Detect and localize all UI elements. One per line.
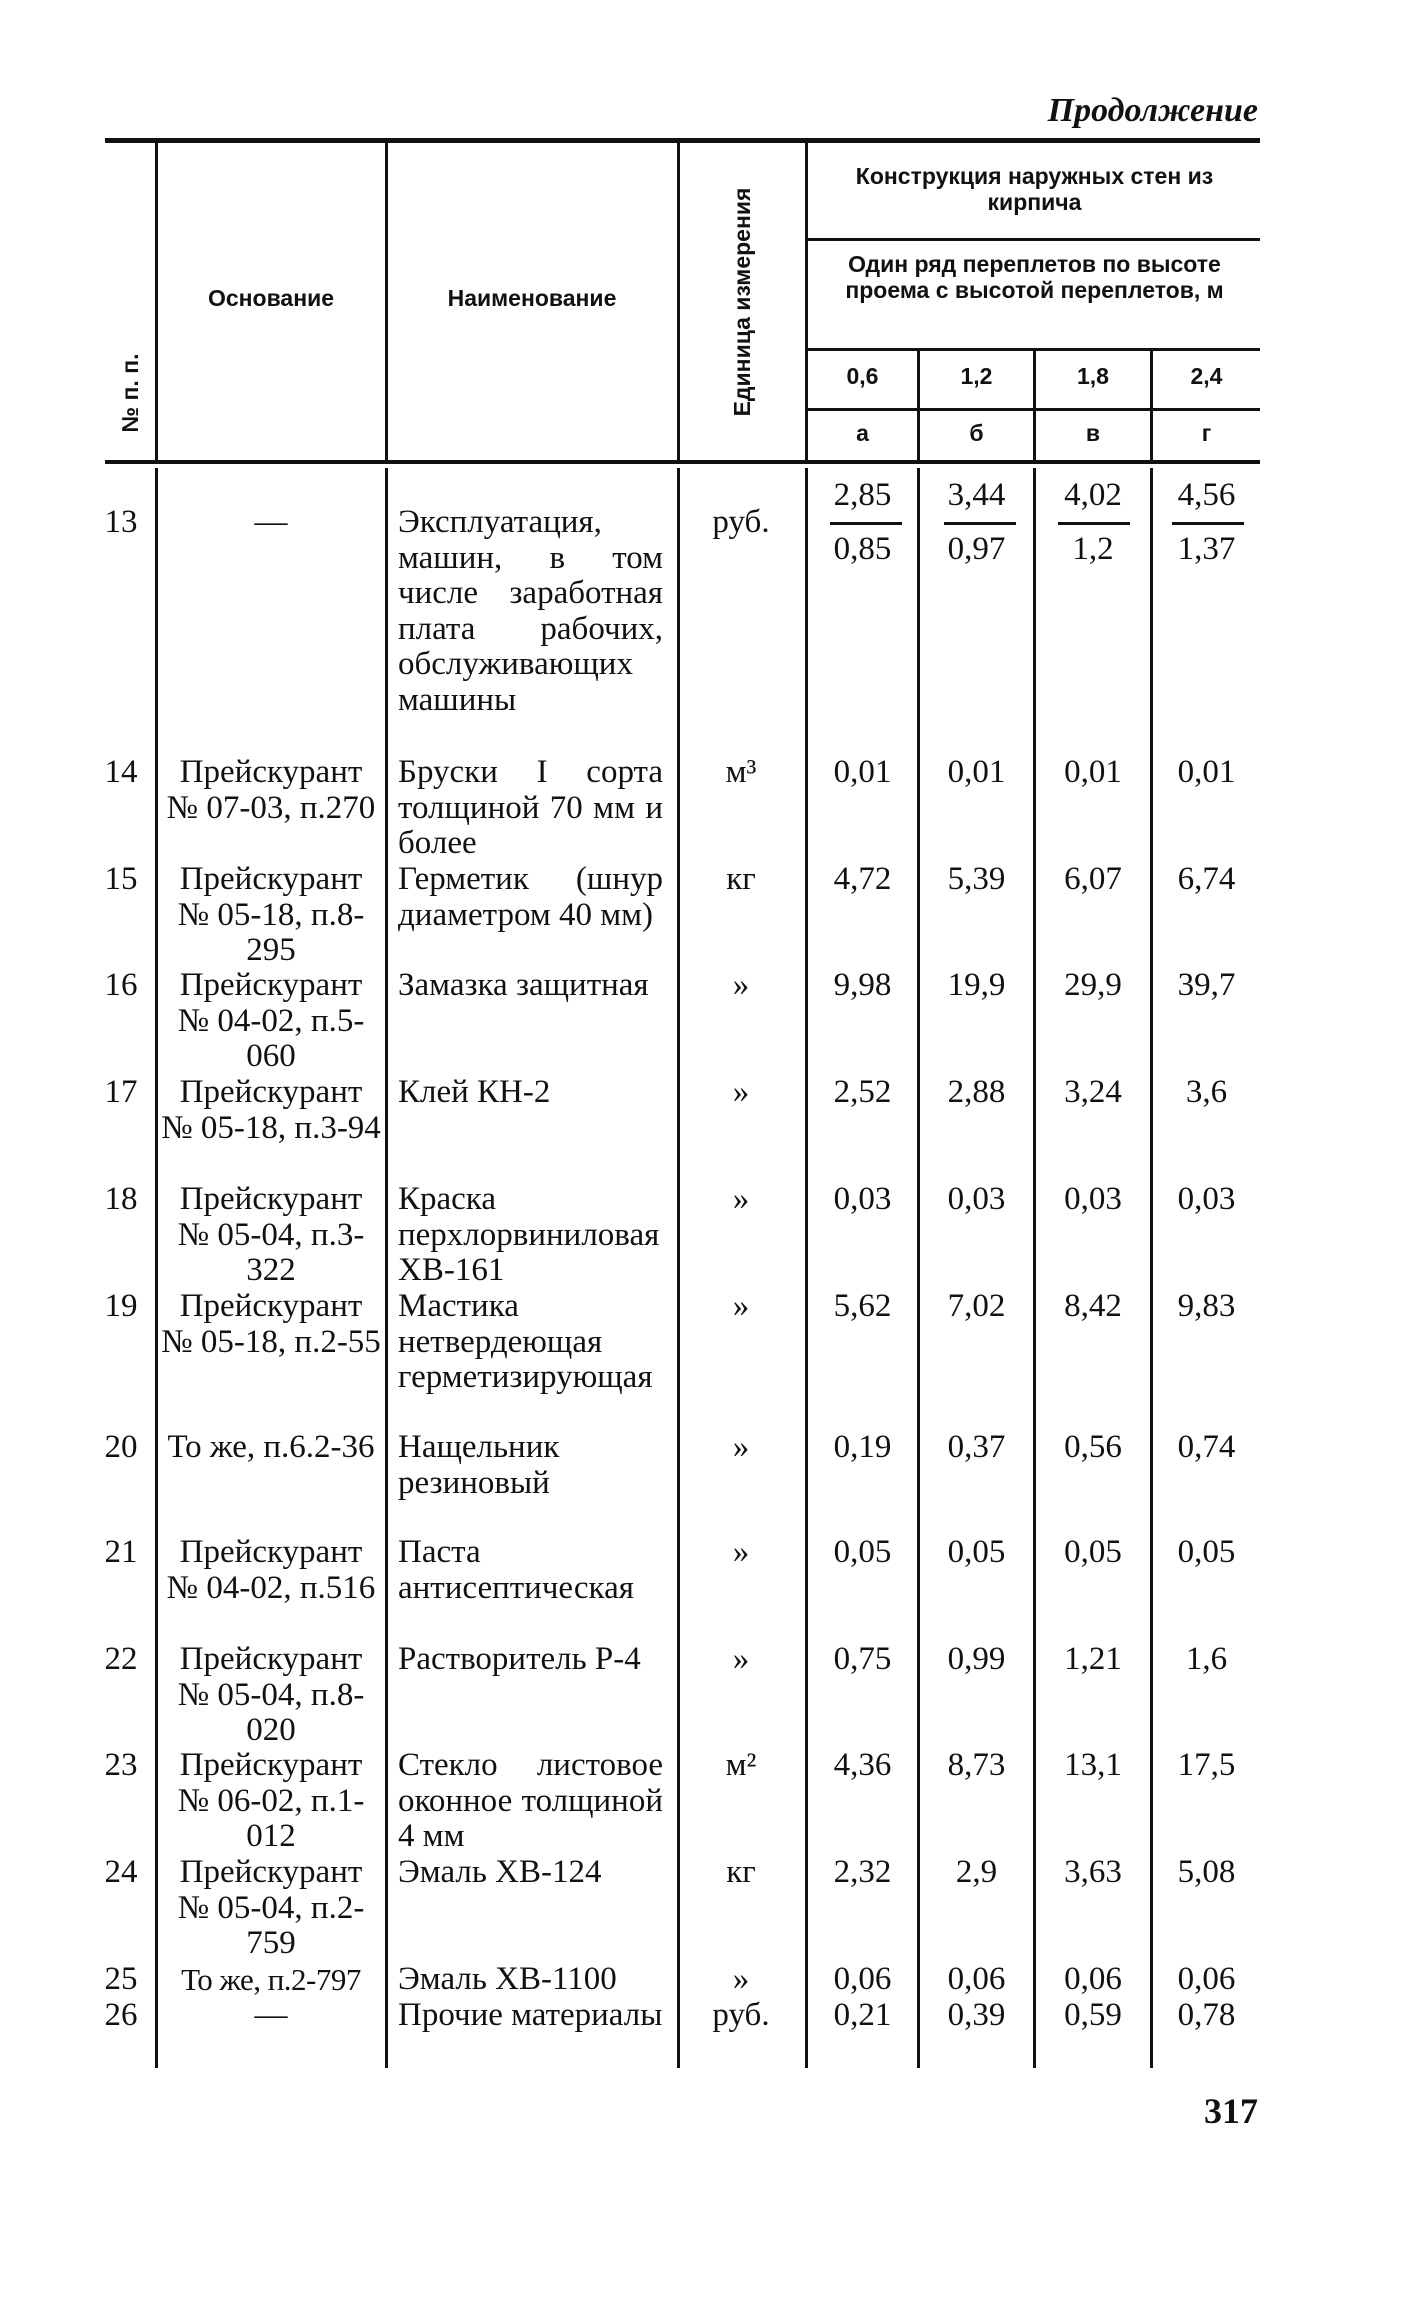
row-name: Нащельник резиновый bbox=[398, 1429, 560, 1501]
row-unit: » bbox=[732, 1181, 750, 1217]
row-name: Растворитель Р-4 bbox=[398, 1641, 641, 1677]
header-bottom-rule bbox=[105, 460, 1260, 464]
row-value-lower: 0,85 bbox=[833, 531, 892, 567]
row-value-lower: 1,37 bbox=[1177, 531, 1236, 567]
header-height: 2,4 bbox=[1190, 363, 1223, 389]
body-divider bbox=[385, 468, 388, 2068]
row-basis: Прейскурант № 05-18, п.2-55 bbox=[161, 1288, 381, 1360]
row-value: 8,42 bbox=[1064, 1288, 1122, 1324]
row-value: 7,02 bbox=[947, 1288, 1006, 1324]
row-name: Эмаль ХВ-1100 bbox=[398, 1961, 617, 1997]
row-value: 0,75 bbox=[833, 1641, 892, 1677]
row-value: 5,08 bbox=[1177, 1854, 1236, 1890]
row-unit: » bbox=[732, 1534, 750, 1570]
header-subrule bbox=[808, 348, 1260, 351]
row-value: 4,02 bbox=[1064, 477, 1122, 513]
row-number: 18 bbox=[104, 1181, 138, 1217]
row-value: 3,6 bbox=[1185, 1074, 1228, 1110]
row-basis: Прейскурант № 05-18, п.3-94 bbox=[161, 1074, 381, 1146]
row-unit: » bbox=[732, 1961, 750, 1997]
row-value: 4,56 bbox=[1177, 477, 1236, 513]
row-number: 26 bbox=[104, 1997, 138, 2033]
row-value: 0,06 bbox=[1064, 1961, 1122, 1997]
fraction-bar bbox=[1172, 522, 1244, 525]
row-value: 8,73 bbox=[947, 1747, 1006, 1783]
row-number: 15 bbox=[104, 861, 138, 897]
row-number: 24 bbox=[104, 1854, 138, 1890]
row-value: 0,19 bbox=[833, 1429, 892, 1465]
table-top-rule bbox=[105, 138, 1260, 143]
header-col-num: № п. п. bbox=[117, 353, 143, 433]
row-value: 4,36 bbox=[833, 1747, 892, 1783]
body-divider bbox=[1150, 468, 1153, 2068]
row-value: 2,52 bbox=[833, 1074, 892, 1110]
row-value: 0,01 bbox=[1064, 754, 1122, 790]
row-value: 5,62 bbox=[833, 1288, 892, 1324]
row-value: 0,05 bbox=[833, 1534, 892, 1570]
header-subrule bbox=[808, 408, 1260, 411]
row-unit: » bbox=[732, 1429, 750, 1465]
row-basis: То же, п.2-797 bbox=[181, 1962, 361, 1997]
header-letter: в bbox=[1085, 420, 1101, 446]
row-name: Клей КН-2 bbox=[398, 1074, 551, 1110]
row-value: 6,74 bbox=[1177, 861, 1236, 897]
row-value: 0,03 bbox=[1064, 1181, 1122, 1217]
row-value: 5,39 bbox=[947, 861, 1006, 897]
row-value: 39,7 bbox=[1177, 967, 1236, 1003]
row-value: 0,99 bbox=[947, 1641, 1006, 1677]
row-basis: Прейскурант № 04-02, п.516 bbox=[166, 1534, 376, 1606]
row-number: 14 bbox=[104, 754, 138, 790]
row-value: 19,9 bbox=[947, 967, 1006, 1003]
fraction-bar bbox=[944, 522, 1016, 525]
row-value: 0,03 bbox=[947, 1181, 1006, 1217]
row-value: 0,59 bbox=[1064, 1997, 1122, 2033]
row-value: 1,6 bbox=[1185, 1641, 1228, 1677]
row-value-lower: 0,97 bbox=[947, 531, 1006, 567]
row-name: Мастика нетвердеющая герметизирующая bbox=[398, 1288, 653, 1395]
row-value: 0,21 bbox=[833, 1997, 892, 2033]
row-number: 23 bbox=[104, 1747, 138, 1783]
row-value: 4,72 bbox=[833, 861, 892, 897]
body-divider bbox=[155, 468, 158, 2068]
header-letter: а bbox=[856, 420, 869, 446]
header-subrule bbox=[808, 238, 1260, 241]
header-divider bbox=[677, 143, 680, 463]
row-value: 17,5 bbox=[1177, 1747, 1236, 1783]
row-value-lower: 1,2 bbox=[1072, 531, 1114, 567]
row-name: Стекло листовое оконное толщиной 4 мм bbox=[398, 1747, 663, 1854]
row-unit: » bbox=[732, 1641, 750, 1677]
row-value: 2,85 bbox=[833, 477, 892, 513]
row-value: 0,03 bbox=[1177, 1181, 1236, 1217]
row-unit: » bbox=[732, 1288, 750, 1324]
row-basis: Прейскурант № 06-02, п.1-012 bbox=[177, 1747, 365, 1854]
header-letter: б bbox=[969, 420, 984, 446]
row-unit: м³ bbox=[725, 754, 757, 790]
row-basis: Прейскурант № 07-03, п.270 bbox=[166, 754, 376, 826]
fraction-bar bbox=[830, 522, 902, 525]
row-value: 1,21 bbox=[1064, 1641, 1122, 1677]
row-name: Бруски I сорта толщиной 70 мм и более bbox=[398, 754, 663, 861]
header-col-basis: Основание bbox=[207, 285, 335, 311]
header-height: 1,8 bbox=[1077, 363, 1109, 389]
body-divider bbox=[805, 468, 808, 2068]
header-col-unit: Единица измерения bbox=[729, 187, 755, 417]
row-name: Герметик (шнур диаметром 40 мм) bbox=[398, 861, 663, 933]
row-value: 3,63 bbox=[1064, 1854, 1122, 1890]
row-value: 0,56 bbox=[1064, 1429, 1122, 1465]
row-basis: Прейскурант № 05-04, п.2-759 bbox=[177, 1854, 365, 1961]
row-value: 2,32 bbox=[833, 1854, 892, 1890]
row-value: 9,83 bbox=[1177, 1288, 1236, 1324]
row-unit: руб. bbox=[712, 1997, 770, 2033]
row-name: Эксплуатация, машин, в том числе заработная плата рабочих, обслуживающих машины bbox=[398, 504, 663, 718]
row-value: 0,01 bbox=[833, 754, 892, 790]
row-value: 6,07 bbox=[1064, 861, 1122, 897]
row-value: 3,24 bbox=[1064, 1074, 1122, 1110]
row-number: 22 bbox=[104, 1641, 138, 1677]
row-name: Прочие материалы bbox=[398, 1997, 663, 2033]
row-value: 29,9 bbox=[1064, 967, 1122, 1003]
row-unit: » bbox=[732, 1074, 750, 1110]
row-unit: кг bbox=[726, 861, 756, 897]
row-basis: — bbox=[254, 1997, 288, 2033]
row-unit: руб. bbox=[712, 504, 770, 540]
row-value: 0,74 bbox=[1177, 1429, 1236, 1465]
row-value: 0,06 bbox=[833, 1961, 892, 1997]
row-basis: Прейскурант № 04-02, п.5-060 bbox=[177, 967, 365, 1074]
row-value: 0,06 bbox=[1177, 1961, 1236, 1997]
row-value: 0,05 bbox=[1064, 1534, 1122, 1570]
row-basis: То же, п.6.2-36 bbox=[167, 1429, 375, 1465]
row-basis: Прейскурант № 05-04, п.3-322 bbox=[177, 1181, 365, 1288]
header-group-title: Конструкция наружных стен из кирпича bbox=[855, 163, 1214, 215]
row-value: 0,01 bbox=[1177, 754, 1236, 790]
continuation-label: Продолжение bbox=[1047, 92, 1258, 129]
row-number: 21 bbox=[104, 1534, 138, 1570]
row-basis: — bbox=[254, 504, 288, 540]
row-value: 0,06 bbox=[947, 1961, 1006, 1997]
header-divider bbox=[385, 143, 388, 463]
row-value: 9,98 bbox=[833, 967, 892, 1003]
row-value: 0,78 bbox=[1177, 1997, 1236, 2033]
row-value: 2,88 bbox=[947, 1074, 1006, 1110]
row-number: 13 bbox=[104, 504, 138, 540]
row-name: Паста антисептическая bbox=[398, 1534, 634, 1606]
row-unit: м² bbox=[725, 1747, 757, 1783]
header-divider bbox=[805, 143, 808, 463]
header-divider bbox=[155, 143, 158, 463]
row-value: 13,1 bbox=[1064, 1747, 1122, 1783]
row-name: Краска перхлорвиниловая ХВ-161 bbox=[398, 1181, 660, 1288]
header-subgroup-title: Один ряд переплетов по высоте проема с высотой переплетов, м bbox=[845, 251, 1224, 303]
row-value: 0,39 bbox=[947, 1997, 1006, 2033]
row-unit: » bbox=[732, 967, 750, 1003]
header-col-name: Наименование bbox=[447, 285, 617, 311]
row-number: 20 bbox=[104, 1429, 138, 1465]
fraction-bar bbox=[1058, 522, 1130, 525]
row-name: Эмаль ХВ-124 bbox=[398, 1854, 602, 1890]
body-divider bbox=[917, 468, 920, 2068]
header-height: 0,6 bbox=[846, 363, 879, 389]
row-value: 0,03 bbox=[833, 1181, 892, 1217]
body-divider bbox=[677, 468, 680, 2068]
row-number: 16 bbox=[104, 967, 138, 1003]
row-value: 3,44 bbox=[947, 477, 1006, 513]
row-number: 17 bbox=[104, 1074, 138, 1110]
row-value: 2,9 bbox=[955, 1854, 998, 1890]
row-value: 0,01 bbox=[947, 754, 1006, 790]
row-number: 25 bbox=[104, 1961, 138, 1997]
row-number: 19 bbox=[104, 1288, 138, 1324]
row-basis: Прейскурант № 05-18, п.8-295 bbox=[177, 861, 365, 968]
row-value: 0,05 bbox=[947, 1534, 1006, 1570]
header-height: 1,2 bbox=[960, 363, 993, 389]
page-number: 317 bbox=[1204, 2091, 1258, 2131]
row-unit: кг bbox=[726, 1854, 756, 1890]
row-value: 0,37 bbox=[947, 1429, 1006, 1465]
row-value: 0,05 bbox=[1177, 1534, 1236, 1570]
row-basis: Прейскурант № 05-04, п.8-020 bbox=[177, 1641, 365, 1748]
header-letter: г bbox=[1201, 420, 1212, 446]
body-divider bbox=[1033, 468, 1036, 2068]
row-name: Замазка защитная bbox=[398, 967, 649, 1003]
